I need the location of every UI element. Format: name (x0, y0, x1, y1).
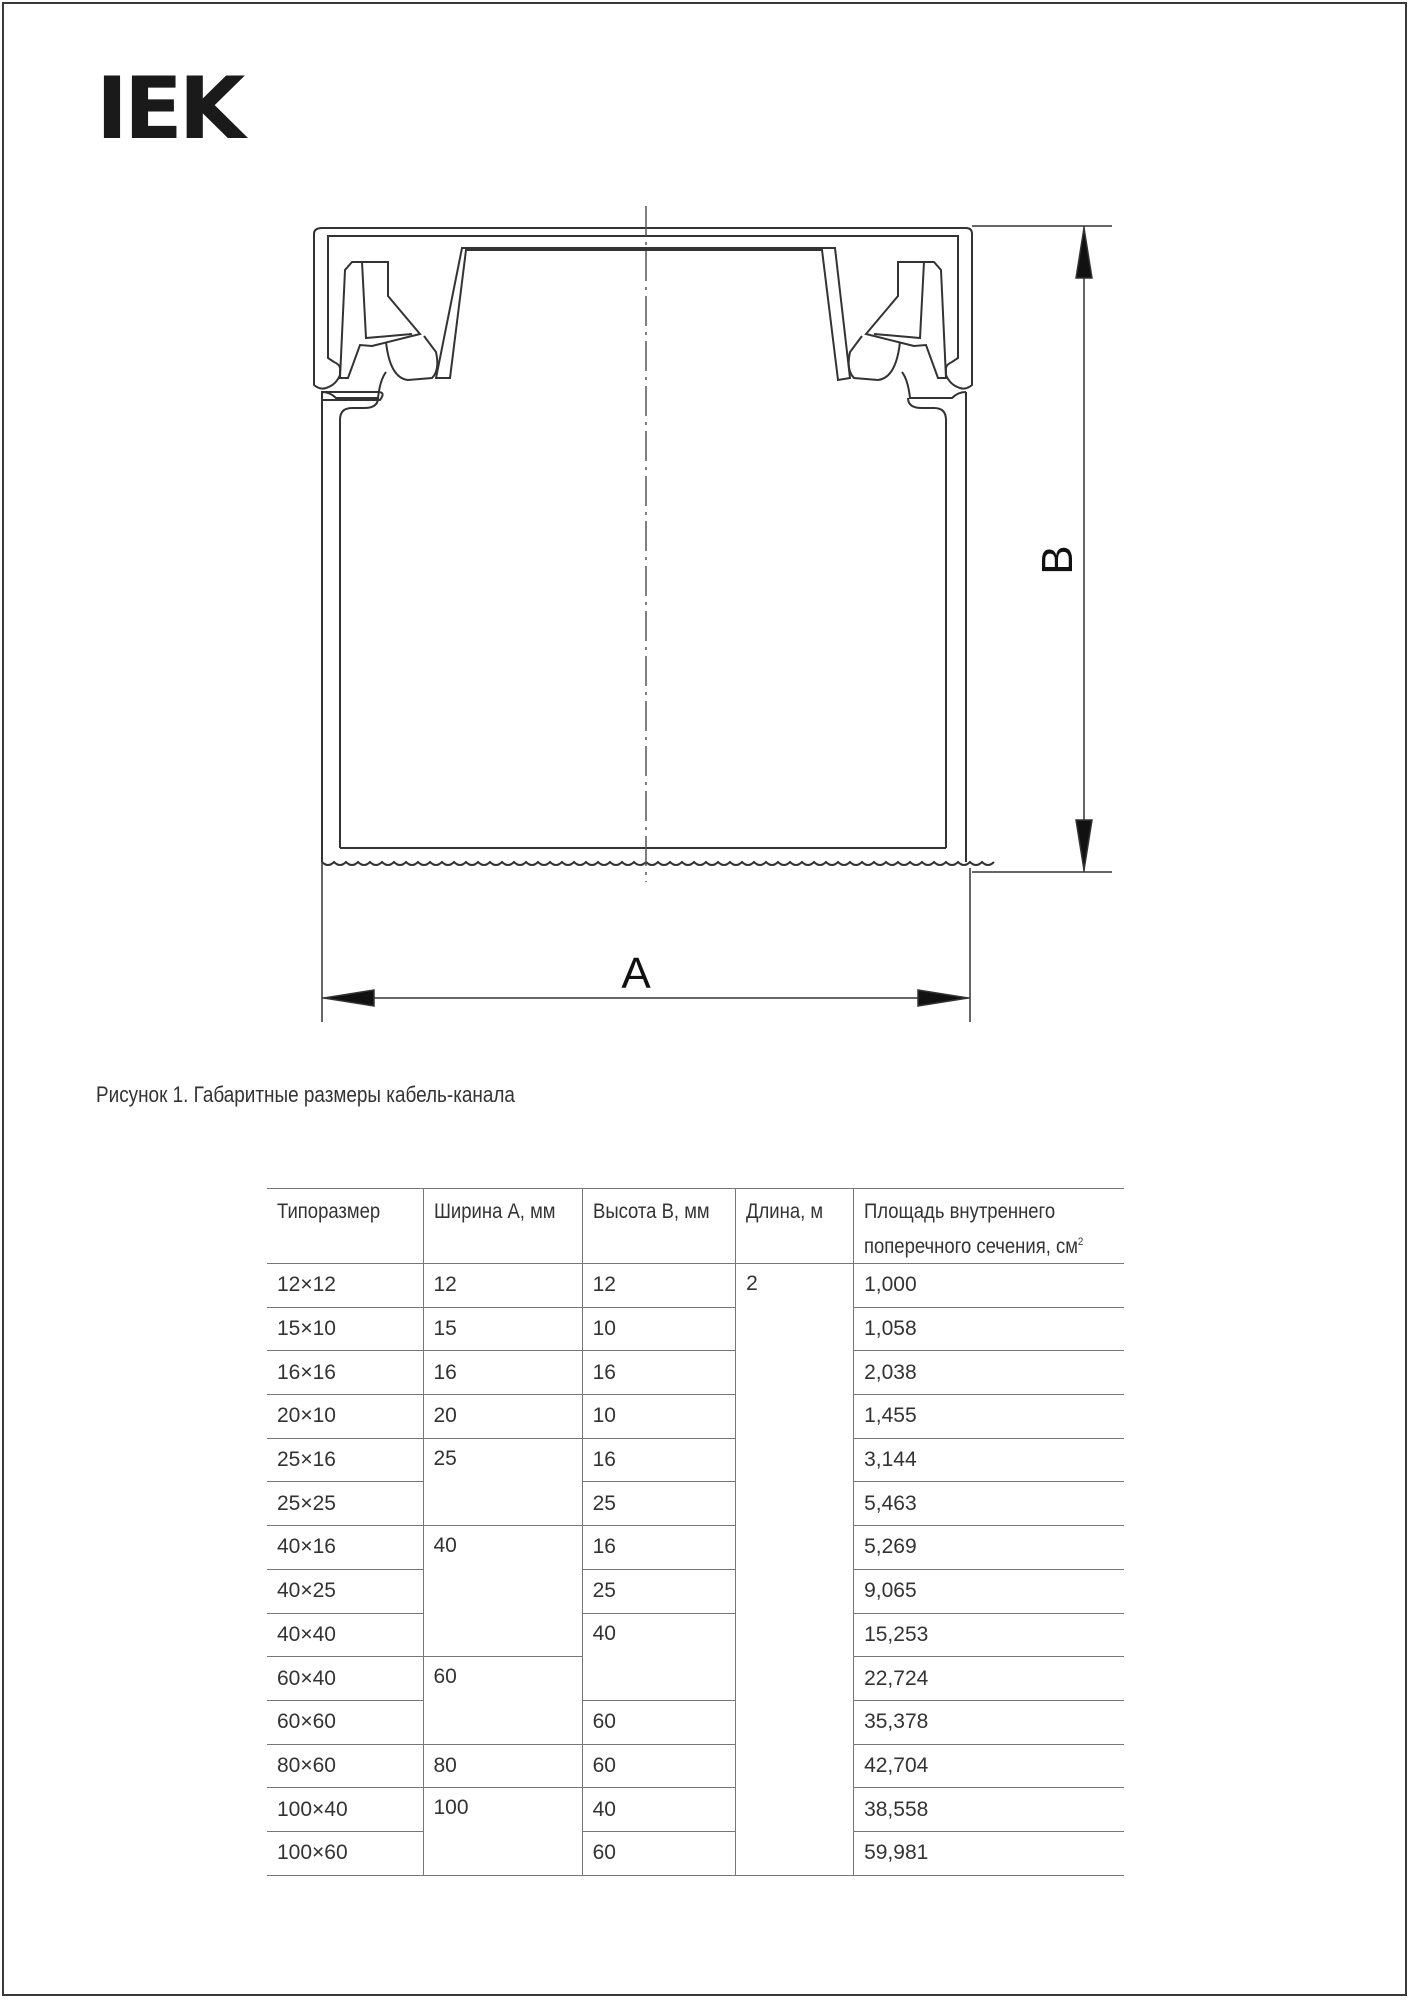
cell-width: 16 (423, 1351, 582, 1395)
cell-area: 5,269 (854, 1526, 1124, 1570)
cell-size: 100×60 (267, 1831, 423, 1875)
cell-height: 12 (582, 1264, 736, 1308)
cell-size: 16×16 (267, 1351, 423, 1395)
cell-width: 12 (423, 1264, 582, 1308)
lid-inner (436, 248, 850, 380)
left-clip (340, 262, 420, 378)
specs-table (267, 1188, 1124, 1876)
cell-area: 35,378 (854, 1700, 1124, 1744)
cell-size: 60×40 (267, 1657, 423, 1701)
base-inner (340, 398, 946, 848)
cell-size: 80×60 (267, 1744, 423, 1788)
table-header-row (267, 1189, 1124, 1264)
cell-height: 25 (582, 1482, 736, 1526)
base-shoulders (322, 372, 966, 398)
dim-b-arrow-top (1076, 228, 1092, 278)
iek-logo: IEK (96, 59, 242, 159)
cell-area: 2,038 (854, 1351, 1124, 1395)
cell-height: 16 (582, 1351, 736, 1395)
table-row (267, 1831, 1124, 1875)
table-row (267, 1788, 1124, 1832)
cell-area: 1,000 (854, 1264, 1124, 1308)
cell-area: 5,463 (854, 1482, 1124, 1526)
table-row (267, 1482, 1124, 1526)
cell-size: 40×25 (267, 1569, 423, 1613)
header-length: Длина, м (736, 1189, 854, 1264)
cell-size: 25×25 (267, 1482, 423, 1526)
cell-area: 22,724 (854, 1657, 1124, 1701)
dim-a-arrow-right (918, 990, 968, 1006)
table-row (267, 1264, 1124, 1308)
cell-area: 15,253 (854, 1613, 1124, 1657)
cell-height: 16 (582, 1526, 736, 1570)
cell-size: 40×40 (267, 1613, 423, 1657)
cell-size: 15×10 (267, 1307, 423, 1351)
cell-height: 60 (582, 1831, 736, 1875)
table-row (267, 1700, 1124, 1744)
cell-width: 15 (423, 1307, 582, 1351)
cell-width: 80 (423, 1744, 582, 1788)
cell-height: 40 (582, 1613, 736, 1700)
cell-area: 38,558 (854, 1788, 1124, 1832)
cell-area: 42,704 (854, 1744, 1124, 1788)
cell-size: 25×16 (267, 1438, 423, 1482)
dim-b-label: B (1033, 545, 1082, 575)
wavy-bottom (322, 862, 994, 865)
dim-a-label: A (621, 949, 651, 998)
right-hook (849, 336, 900, 380)
table-row (267, 1395, 1124, 1439)
cell-height: 16 (582, 1438, 736, 1482)
cell-height: 60 (582, 1700, 736, 1744)
cell-area: 9,065 (854, 1569, 1124, 1613)
figure-caption: Рисунок 1. Габаритные размеры кабель-канала (96, 1082, 515, 1107)
dim-a-arrow-left (324, 990, 374, 1006)
cell-area: 1,455 (854, 1395, 1124, 1439)
cell-height: 40 (582, 1788, 736, 1832)
cell-area: 59,981 (854, 1831, 1124, 1875)
cell-width: 25 (423, 1438, 582, 1525)
cell-size: 12×12 (267, 1264, 423, 1308)
cell-width: 100 (423, 1788, 582, 1875)
cell-height: 10 (582, 1307, 736, 1351)
cell-area: 1,058 (854, 1307, 1124, 1351)
base-outer (322, 392, 966, 862)
header-size: Типоразмер (267, 1189, 423, 1264)
table-row (267, 1307, 1124, 1351)
channel-outer-contour (314, 228, 972, 389)
cell-width: 20 (423, 1395, 582, 1439)
table-row (267, 1744, 1124, 1788)
cell-size: 60×60 (267, 1700, 423, 1744)
dim-b-arrow-bottom (1076, 820, 1092, 870)
cell-height: 60 (582, 1744, 736, 1788)
header-height: Высота В, мм (582, 1189, 736, 1264)
cell-width: 40 (423, 1526, 582, 1657)
table-row (267, 1438, 1124, 1482)
right-clip (866, 262, 946, 378)
cell-width: 60 (423, 1657, 582, 1744)
table-row (267, 1351, 1124, 1395)
table-row (267, 1526, 1124, 1570)
cell-height: 10 (582, 1395, 736, 1439)
cell-length: 2 (736, 1264, 854, 1876)
cell-area: 3,144 (854, 1438, 1124, 1482)
header-width: Ширина А, мм (423, 1189, 582, 1264)
cell-size: 40×16 (267, 1526, 423, 1570)
left-hook (386, 336, 437, 380)
header-area: Площадь внутреннего поперечного сечения, $см^2$ (854, 1189, 1124, 1264)
table-row (267, 1569, 1124, 1613)
cell-size: 100×40 (267, 1788, 423, 1832)
cell-height: 25 (582, 1569, 736, 1613)
table-row (267, 1613, 1124, 1657)
cell-size: 20×10 (267, 1395, 423, 1439)
